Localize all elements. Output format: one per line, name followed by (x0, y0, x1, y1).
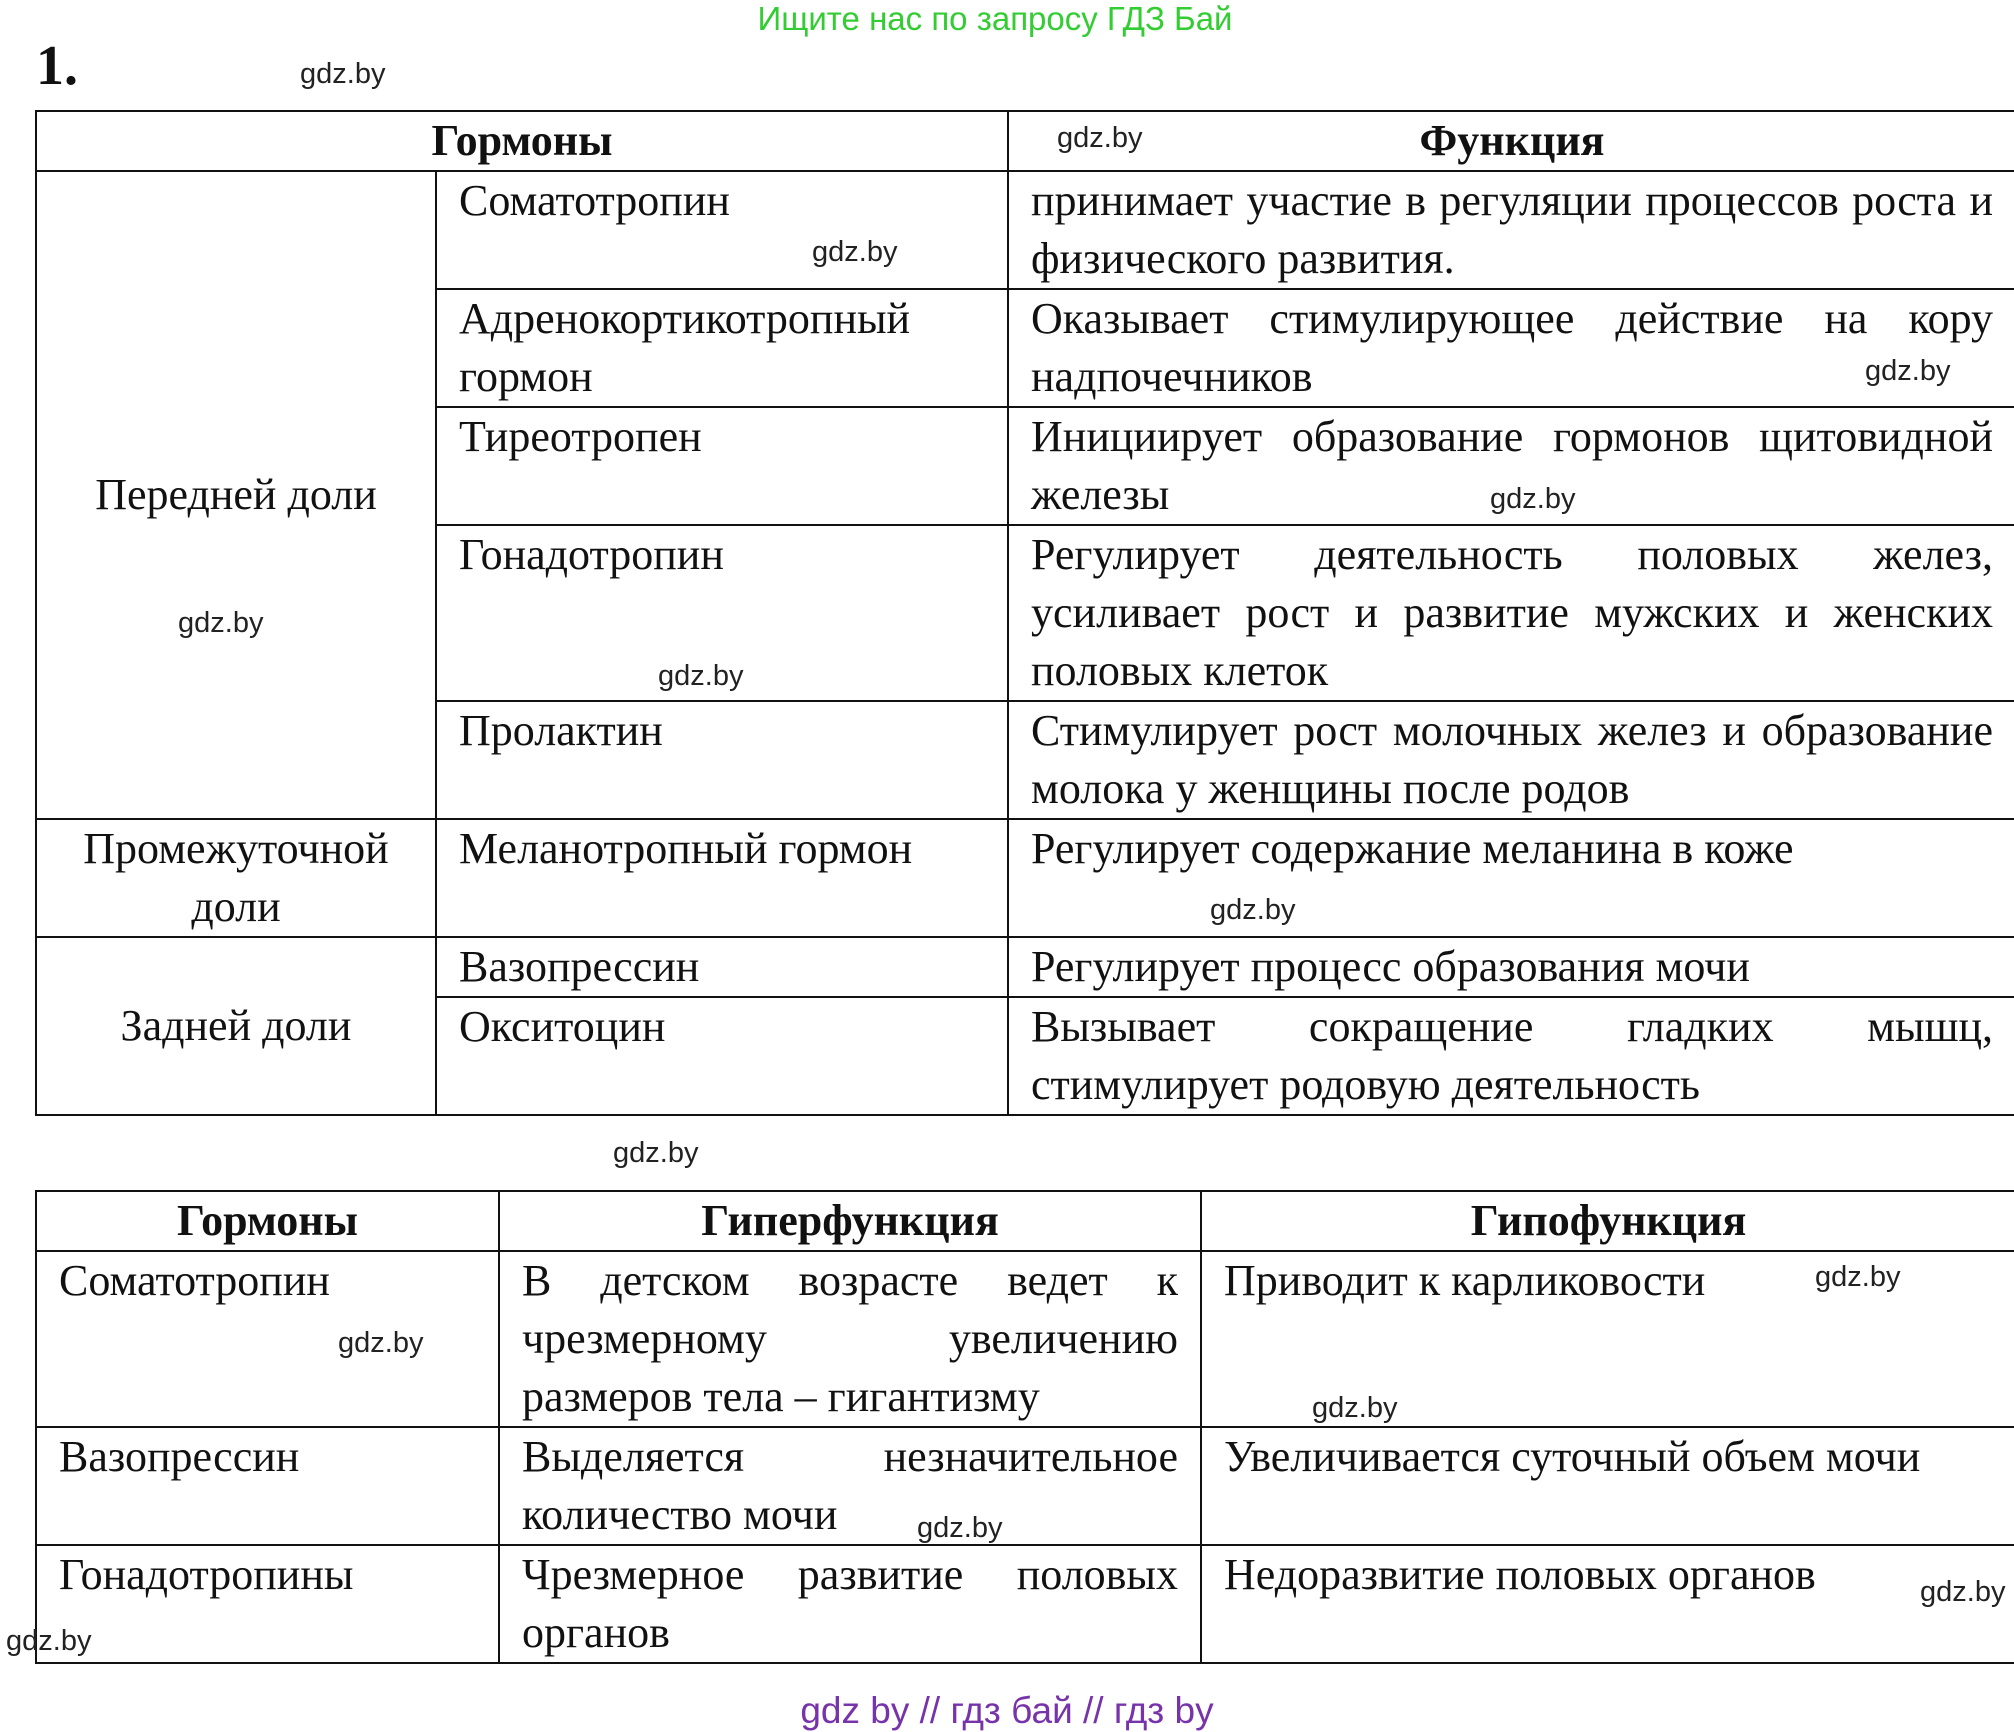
function-cell: принимает участие в регуляции процессов роста и физического развития. (1008, 171, 2014, 289)
function-cell: Регулирует содержание меланина в коже (1008, 819, 2014, 937)
watermark-text: gdz.by (1920, 1576, 2006, 1608)
watermark-text: gdz.by (1865, 355, 1951, 387)
watermark-text: gdz.by (812, 236, 898, 268)
function-cell: Стимулирует рост молочных желез и образование молока у женщины после родов (1008, 701, 2014, 819)
hyperfunction-cell: Чрезмерное развитие половых органов (499, 1545, 1201, 1663)
function-cell: Регулирует деятельность половых желез, усиливает рост и развитие мужских и женских половых клеток (1008, 525, 2014, 701)
watermark-text: gdz.by (1312, 1392, 1398, 1424)
hormone-cell: Гонадотропины (36, 1545, 499, 1663)
watermark-text: gdz.by (1057, 122, 1143, 154)
watermark-text: gdz.by (338, 1327, 424, 1359)
table-header-row (36, 111, 2014, 171)
watermark-text: gdz.by (658, 660, 744, 692)
hormone-cell: Пролактин (436, 701, 1008, 819)
hormone-cell: Тиреотропен (436, 407, 1008, 525)
header-hormones: Гормоны (36, 111, 1008, 171)
watermark-text: gdz.by (300, 58, 386, 90)
hypofunction-cell: Увеличивается суточный объем мочи (1201, 1427, 2014, 1545)
top-banner: Ищите нас по запросу ГДЗ Бай (757, 0, 1233, 37)
function-cell: Вызывает сокращение гладких мышц, стимулирует родовую деятельность (1008, 997, 2014, 1115)
function-cell: Оказывает стимулирующее действие на кору надпочечников (1008, 289, 2014, 407)
hormone-cell: Соматотропин (436, 171, 1008, 289)
hormone-cell: Вазопрессин (436, 937, 1008, 997)
watermark-text: gdz.by (1210, 894, 1296, 926)
header-hyperfunction: Гиперфункция (499, 1191, 1201, 1251)
function-cell: Регулирует процесс образования мочи (1008, 937, 2014, 997)
table-row (36, 171, 2014, 289)
lobe-anterior: Передней доли (36, 171, 436, 819)
watermark-text: gdz.by (178, 607, 264, 639)
hyperfunction-cell: Выделяется незначительное количество мочи (499, 1427, 1201, 1545)
watermark-text: gdz.by (917, 1512, 1003, 1544)
header-function: Функция (1008, 111, 2014, 171)
watermark-text: gdz.by (1815, 1261, 1901, 1293)
header-hormones: Гормоны (36, 1191, 499, 1251)
hyper-hypo-function-table (35, 1190, 2014, 1664)
header-hypofunction: Гипофункция (1201, 1191, 2014, 1251)
table-row (36, 819, 2014, 937)
task-number: 1. (36, 35, 78, 97)
hormones-function-table (35, 110, 2014, 1116)
hormone-cell: Вазопрессин (36, 1427, 499, 1545)
hypofunction-cell: Недоразвитие половых органов (1201, 1545, 2014, 1663)
table-row (36, 1545, 2014, 1663)
hormone-cell: Меланотропный гормон (436, 819, 1008, 937)
hypofunction-cell: Приводит к карликовости (1201, 1251, 2014, 1427)
watermark-text: gdz.by (1490, 483, 1576, 515)
hormone-cell: Окситоцин (436, 997, 1008, 1115)
hyperfunction-cell: В детском возрасте ведет к чрезмерному увеличению размеров тела – гигантизму (499, 1251, 1201, 1427)
function-cell: Инициирует образование гормонов щитовидной железы (1008, 407, 2014, 525)
table-row (36, 937, 2014, 997)
watermark-text: gdz.by (613, 1137, 699, 1169)
hormone-cell: Соматотропин (36, 1251, 499, 1427)
table-header-row (36, 1191, 2014, 1251)
table-row (36, 1427, 2014, 1545)
lobe-posterior: Задней доли (36, 937, 436, 1115)
footer-links: gdz by // гдз бай // гдз by (800, 1690, 1214, 1731)
lobe-intermediate: Промежуточной доли (36, 819, 436, 937)
hormone-cell: Адренокортикотропный гормон (436, 289, 1008, 407)
table-row (36, 1251, 2014, 1427)
watermark-text: gdz.by (6, 1625, 92, 1657)
hormone-cell: Гонадотропин (436, 525, 1008, 701)
